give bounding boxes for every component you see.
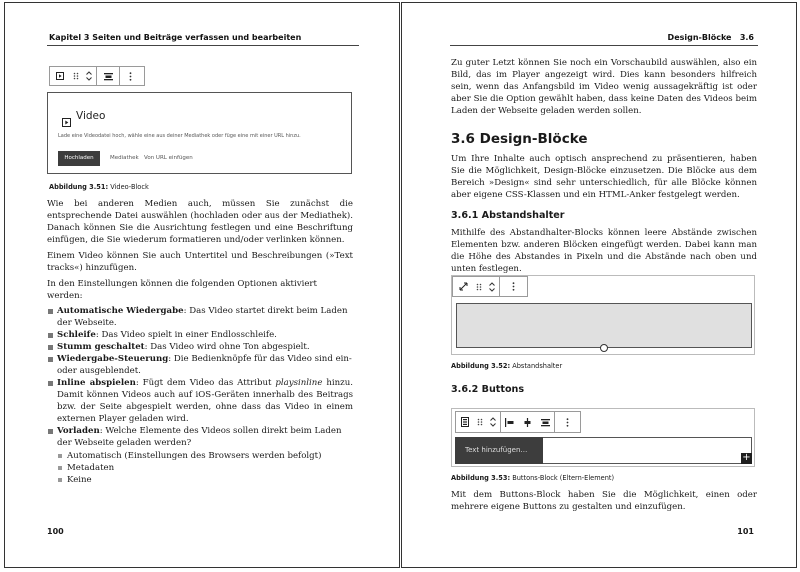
figure-caption: Abbildung 3.53: Buttons-Block (Eltern-Element): [451, 474, 615, 482]
section-heading: 3.6 Design-Blöcke: [451, 131, 588, 147]
paragraph: Einem Video können Sie auch Untertitel und Beschreibungen (»Text tracks«) hinzufügen.: [47, 251, 353, 273]
video-placeholder: [47, 92, 352, 174]
paragraph: Zu guter Letzt können Sie noch ein Vorschaubild auswählen, also ein Bild, das im Player angezeigt wird. Dies kann besonders hilfreich sein, wenn das Anfangsbild im Video wenig aussagekräftig ist oder aber Sie die Option gewählt haben, dass keine Daten des Videos beim Laden der Webseite geladen werden sollen.: [451, 58, 757, 116]
move-up-down-icon[interactable]: [486, 412, 500, 432]
paragraph: Wie bei anderen Medien auch, müssen Sie zunächst die entsprechende Datei auswählen (hochladen oder aus der Mediathek). Danach können Sie die Ausrichtung festlegen und eine Beschriftung einfügen, die Sie wiederum formatieren und/oder verlinken können.: [47, 199, 353, 245]
media-library-button[interactable]: Mediathek: [110, 155, 139, 161]
right-page: [401, 2, 797, 568]
more-options-icon[interactable]: [120, 67, 140, 85]
move-up-down-icon[interactable]: [485, 277, 499, 296]
drag-handle-icon[interactable]: [70, 67, 82, 85]
paragraph: Mit dem Buttons-Block haben Sie die Möglichkeit, einen oder mehrere eigene Buttons zu gestalten und einzufügen.: [451, 490, 757, 512]
list-item: Schleife: Das Video spielt in einer Endlosschleife.: [47, 329, 353, 341]
left-page: [4, 2, 400, 568]
figure-caption: Abbildung 3.51: Video-Block: [49, 183, 149, 191]
align-icon[interactable]: [536, 412, 554, 432]
video-block-toolbar: [49, 66, 145, 86]
move-up-down-icon[interactable]: [82, 67, 96, 85]
buttons-toolbar: [455, 411, 581, 433]
figure-caption: Abbildung 3.52: Abstandshalter: [451, 362, 563, 370]
chapter-header: Kapitel 3 Seiten und Beiträge verfassen und bearbeiten: [49, 33, 302, 42]
sub-list-item: Metadaten: [57, 462, 353, 474]
sub-list-item: Keine: [57, 474, 353, 486]
page-number: 100: [47, 527, 64, 536]
section-header: Design-Blöcke 3.6: [667, 33, 754, 42]
justify-left-icon[interactable]: [501, 412, 519, 432]
left-body-text: [47, 198, 353, 486]
list-item: Automatische Wiedergabe: Das Video startet direkt beim Laden der Webseite.: [47, 305, 353, 329]
more-options-icon[interactable]: [555, 412, 580, 432]
header-rule: [47, 45, 359, 46]
header-rule: [450, 45, 758, 46]
list-item: Vorladen: Welche Elemente des Videos sollen direkt beim Laden der Webseite geladen werden? Automatisch (Einstellungen des Browsers werden befolgt) Metadaten Keine: [47, 425, 353, 486]
button-text-input[interactable]: Text hinzufügen…: [455, 437, 543, 464]
list-item: Wiedergabe-Steuerung: Die Bedienknöpfe für das Video sind ein- oder ausgeblendet.: [47, 353, 353, 377]
resize-icon[interactable]: [453, 277, 473, 296]
align-icon[interactable]: [97, 67, 119, 85]
insert-url-button[interactable]: Von URL einfügen: [144, 155, 193, 161]
sub-list-item: Automatisch (Einstellungen des Browsers werden befolgt): [57, 450, 353, 462]
upload-button[interactable]: Hochladen: [58, 151, 100, 166]
video-title: Video: [76, 110, 106, 122]
justify-center-icon[interactable]: [519, 412, 537, 432]
add-button-icon[interactable]: +: [742, 452, 751, 463]
subsection-heading: 3.6.1 Abstandshalter: [451, 210, 565, 221]
paragraph: Mithilfe des Abstandhalter-Blocks können leere Abstände zwischen Elementen bzw. anderen Blöcken eingefügt werden. Dabei kann man die Höhe des Abstandes in Pixeln und die Abstände nach oben und unten festlegen.: [451, 228, 757, 274]
video-instruction: Lade eine Videodatei hoch, wähle eine aus deiner Mediathek oder füge eine mit einer URL hinzu.: [58, 133, 301, 139]
buttons-block-icon[interactable]: [456, 412, 474, 432]
sub-list: [57, 450, 353, 486]
video-icon: [62, 112, 71, 131]
page-number: 101: [737, 527, 754, 536]
resize-handle[interactable]: [600, 344, 608, 352]
video-block-icon[interactable]: [50, 67, 70, 85]
drag-handle-icon[interactable]: [473, 277, 485, 296]
spacer-area[interactable]: [456, 303, 752, 348]
subsection-heading: 3.6.2 Buttons: [451, 384, 525, 395]
options-list: [47, 305, 353, 486]
paragraph: Um Ihre Inhalte auch optisch ansprechend zu präsentieren, haben Sie die Möglichkeit, Design-Blöcke einzusetzen. Die Blöcke aus dem Bereich »Design« sind sehr unterschiedlich, für alle Blöcke können aber eigene CSS-Klassen und ein HTML-Anker festgelegt werden.: [451, 154, 757, 200]
paragraph: In den Einstellungen können die folgenden Optionen aktiviert werden:: [47, 279, 317, 301]
drag-handle-icon[interactable]: [474, 412, 486, 432]
list-item: Inline abspielen: Fügt dem Video das Attribut playsinline hinzu. Damit können Videos auch auf iOS-Geräten innerhalb des Beitrags bzw. der Seite abgespielt werden, ohne dass das Video in einem externen Player geladen wird.: [47, 377, 353, 425]
spacer-toolbar: [452, 276, 528, 297]
more-options-icon[interactable]: [500, 277, 526, 296]
list-item: Stumm geschaltet: Das Video wird ohne Ton abgespielt.: [47, 341, 353, 353]
